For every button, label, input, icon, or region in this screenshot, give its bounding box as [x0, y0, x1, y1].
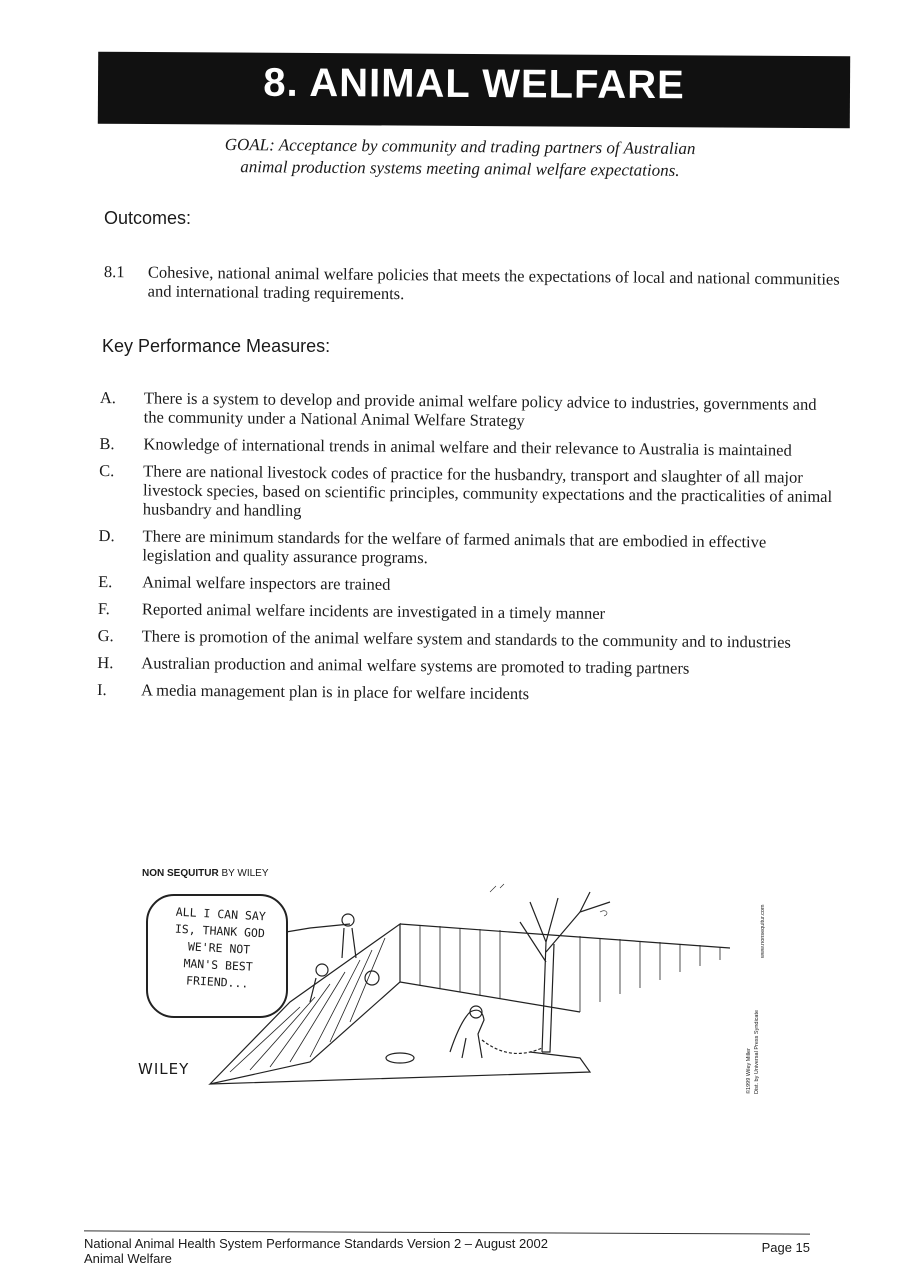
kpm-letter: F. — [97, 598, 110, 619]
kpm-item-c — [99, 461, 840, 525]
kpm-item-g — [98, 626, 838, 652]
kpm-letter: A. — [99, 388, 117, 408]
goal-line-2: animal production systems meeting animal welfare expectations. — [240, 157, 680, 180]
kpm-letter: G. — [97, 625, 114, 646]
bubble-line: ALL I CAN SAY — [175, 904, 267, 924]
kpm-text: Reported animal welfare incidents are investigated in a timely manner — [141, 599, 606, 623]
outcomes-heading: Outcomes: — [104, 208, 192, 228]
kpm-heading: Key Performance Measures: — [102, 336, 331, 356]
kpm-item-i — [97, 680, 837, 706]
kpm-letter: I. — [97, 679, 107, 700]
footer-rule — [84, 1230, 810, 1234]
kpm-text: There is a system to develop and provide animal welfare policy advice to industries, governments and the community under a National Animal Welfare Strategy — [143, 388, 817, 431]
syndicate-credit: Dist. by Universal Press Syndicate — [754, 1009, 760, 1094]
section-banner — [98, 52, 850, 129]
kpm-text: Animal welfare inspectors are trained — [142, 572, 391, 594]
speech-bubble — [146, 894, 288, 1018]
footer-document-title: National Animal Health System Performance Standards Version 2 – August 2002 — [84, 1236, 548, 1251]
page-number: Page 15 — [761, 1240, 810, 1255]
cartoon-panel — [110, 862, 790, 1094]
kpm-item-d — [98, 526, 838, 571]
kpm-item-a — [100, 388, 840, 433]
copyright-credit: ©1999 Wiley Miller — [746, 1048, 752, 1094]
strip-byline: BY WILEY — [221, 868, 269, 879]
speech-bubble-text — [162, 903, 276, 994]
kpm-text: There are national livestock codes of practice for the husbandry, transport and slaughter of all major livestock species, based on scientific principles, community expectations and the practicalities of animal husbandry and handling — [142, 461, 833, 520]
outcome-item — [104, 262, 840, 308]
kpm-text: There is promotion of the animal welfare system and standards to the community and to industries — [141, 626, 791, 652]
outcome-number: 8.1 — [103, 262, 125, 282]
website-credit: www.nonsequitur.com — [760, 904, 766, 958]
kpm-letter: D. — [98, 525, 115, 546]
bubble-line: MAN'S BEST — [183, 956, 254, 974]
kpm-letter: C. — [99, 460, 115, 481]
goal-line-1: GOAL: Acceptance by community and trading partners of Australian — [224, 134, 696, 159]
footer-section-name: Animal Welfare — [84, 1251, 172, 1266]
kpm-text: Knowledge of international trends in animal welfare and their relevance to Australia is maintained — [143, 434, 792, 460]
page-footer — [84, 1236, 810, 1266]
bubble-line: FRIEND... — [185, 973, 249, 991]
kpm-letter: B. — [99, 433, 115, 454]
strip-title: NON SEQUITUR — [142, 868, 219, 879]
kpm-text: A media management plan is in place for welfare incidents — [141, 680, 530, 704]
kpm-text: Australian production and animal welfare systems are promoted to trading partners — [141, 653, 690, 678]
cartoon-signature: WILEY — [138, 1060, 190, 1078]
outcome-text: Cohesive, national animal welfare policies that meets the expectations of local and national communities and international trading requirements. — [147, 262, 840, 304]
kpm-text: There are minimum standards for the welfare of farmed animals that are embodied in effective legislation and quality assurance programs. — [142, 526, 767, 568]
kpm-item-b — [99, 434, 839, 460]
goal-statement — [160, 133, 760, 182]
bubble-line: WE'RE NOT — [187, 939, 251, 957]
kpm-list — [97, 388, 840, 714]
kpm-item-h — [97, 653, 837, 679]
section-title: 8. ANIMAL WELFARE — [263, 60, 685, 108]
kpm-item-f — [98, 599, 838, 625]
kpm-item-e — [98, 572, 838, 598]
kpm-letter: E. — [98, 571, 113, 592]
bubble-line: IS, THANK GOD — [174, 921, 266, 941]
kpm-letter: H. — [97, 652, 114, 673]
